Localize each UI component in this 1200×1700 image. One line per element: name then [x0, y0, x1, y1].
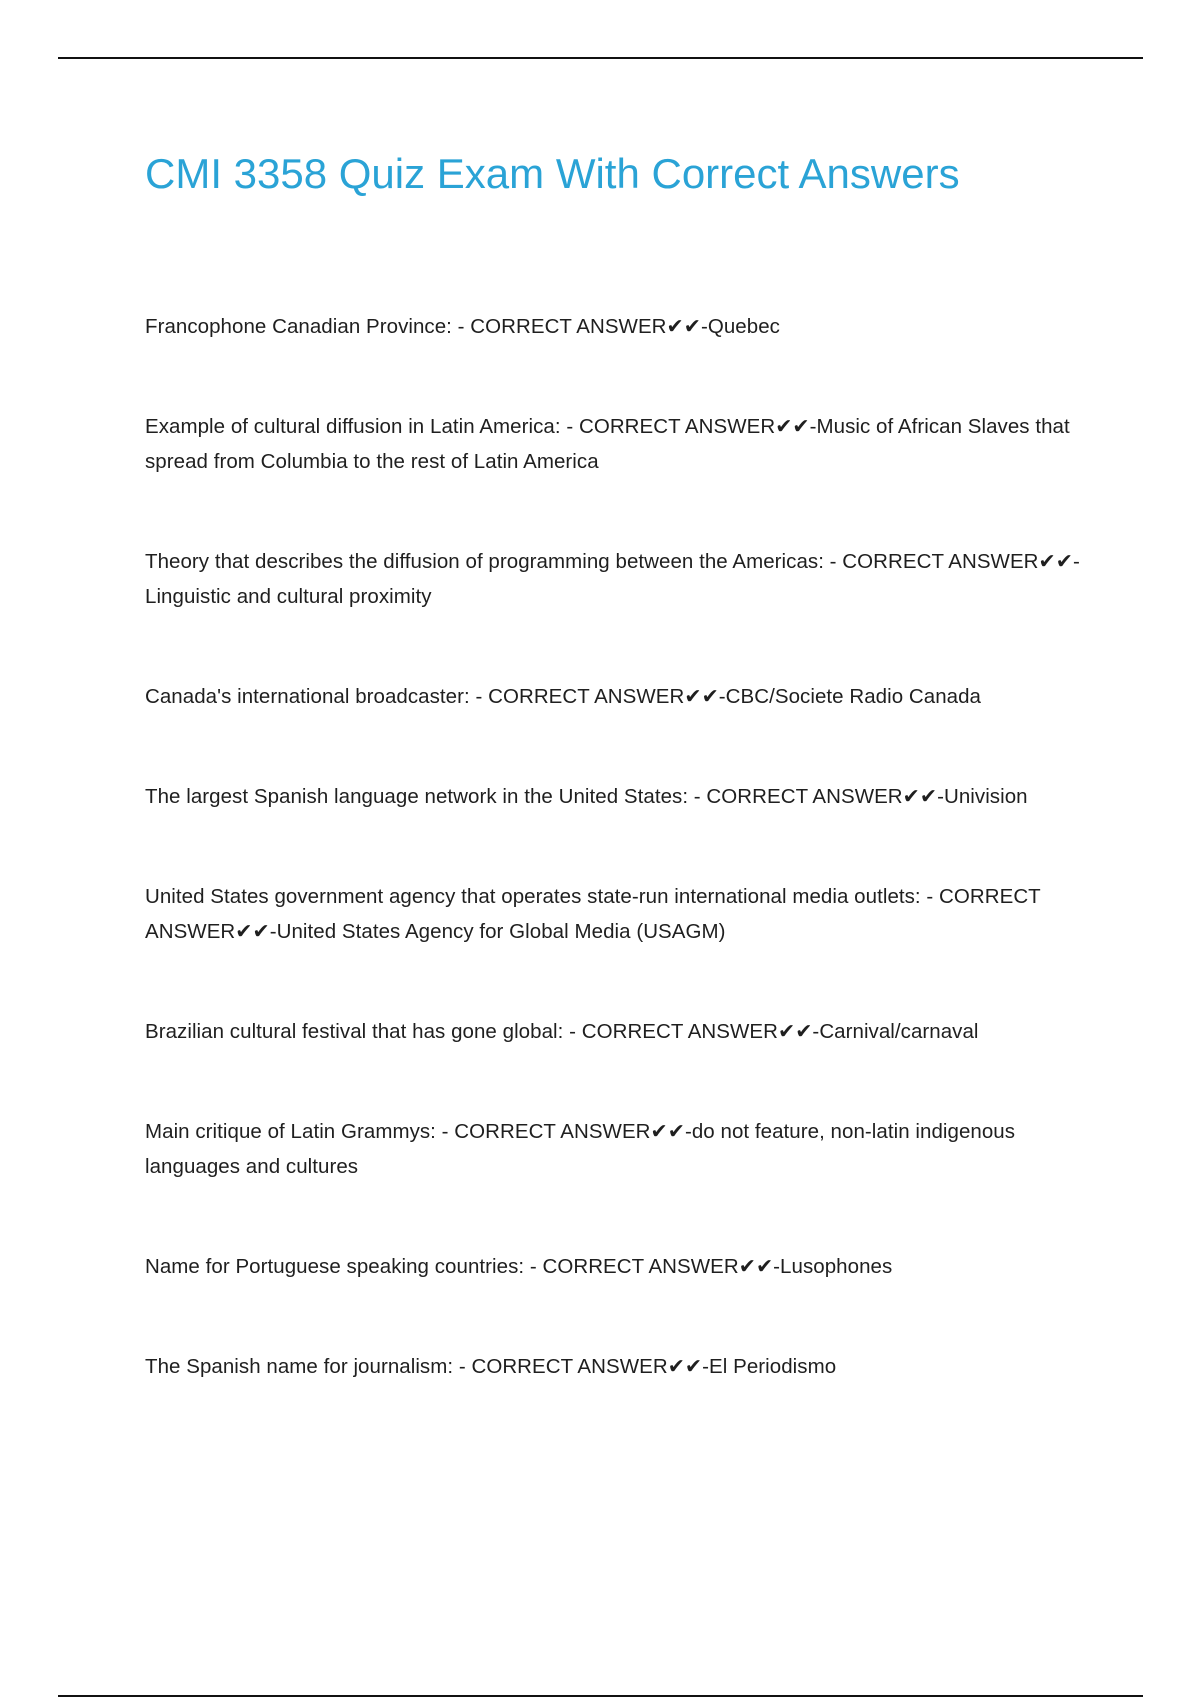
qa-item: Canada's international broadcaster: - CORRECT ANSWER✔✔-CBC/Societe Radio Canada — [145, 685, 982, 708]
qa-item: Brazilian cultural festival that has gone global: - CORRECT ANSWER✔✔-Carnival/carnaval — [145, 1020, 979, 1043]
qa-item: Example of cultural diffusion in Latin America: - CORRECT ANSWER✔✔-Music of African Slaves that spread from Columbia to the rest of Latin America — [145, 415, 1070, 473]
bottom-rule — [58, 1695, 1143, 1697]
qa-item: The Spanish name for journalism: - CORRECT ANSWER✔✔-El Periodismo — [145, 1355, 837, 1378]
document-title: CMI 3358 Quiz Exam With Correct Answers — [145, 150, 960, 197]
qa-item: Theory that describes the diffusion of programming between the Americas: - CORRECT ANSWER✔✔-Linguistic and cultural proximity — [145, 550, 1080, 608]
qa-list — [145, 309, 1100, 1449]
qa-item: United States government agency that operates state-run international media outlets: - CORRECT ANSWER✔✔-United States Agency for Global Media (USAGM) — [145, 885, 1041, 943]
qa-item: Francophone Canadian Province: - CORRECT ANSWER✔✔-Quebec — [145, 315, 780, 338]
qa-item: Name for Portuguese speaking countries: - CORRECT ANSWER✔✔-Lusophones — [145, 1255, 893, 1278]
qa-item: Main critique of Latin Grammys: - CORRECT ANSWER✔✔-do not feature, non-latin indigenous languages and cultures — [145, 1120, 1016, 1178]
top-rule — [58, 57, 1143, 59]
qa-item: The largest Spanish language network in the United States: - CORRECT ANSWER✔✔-Univision — [145, 785, 1028, 808]
